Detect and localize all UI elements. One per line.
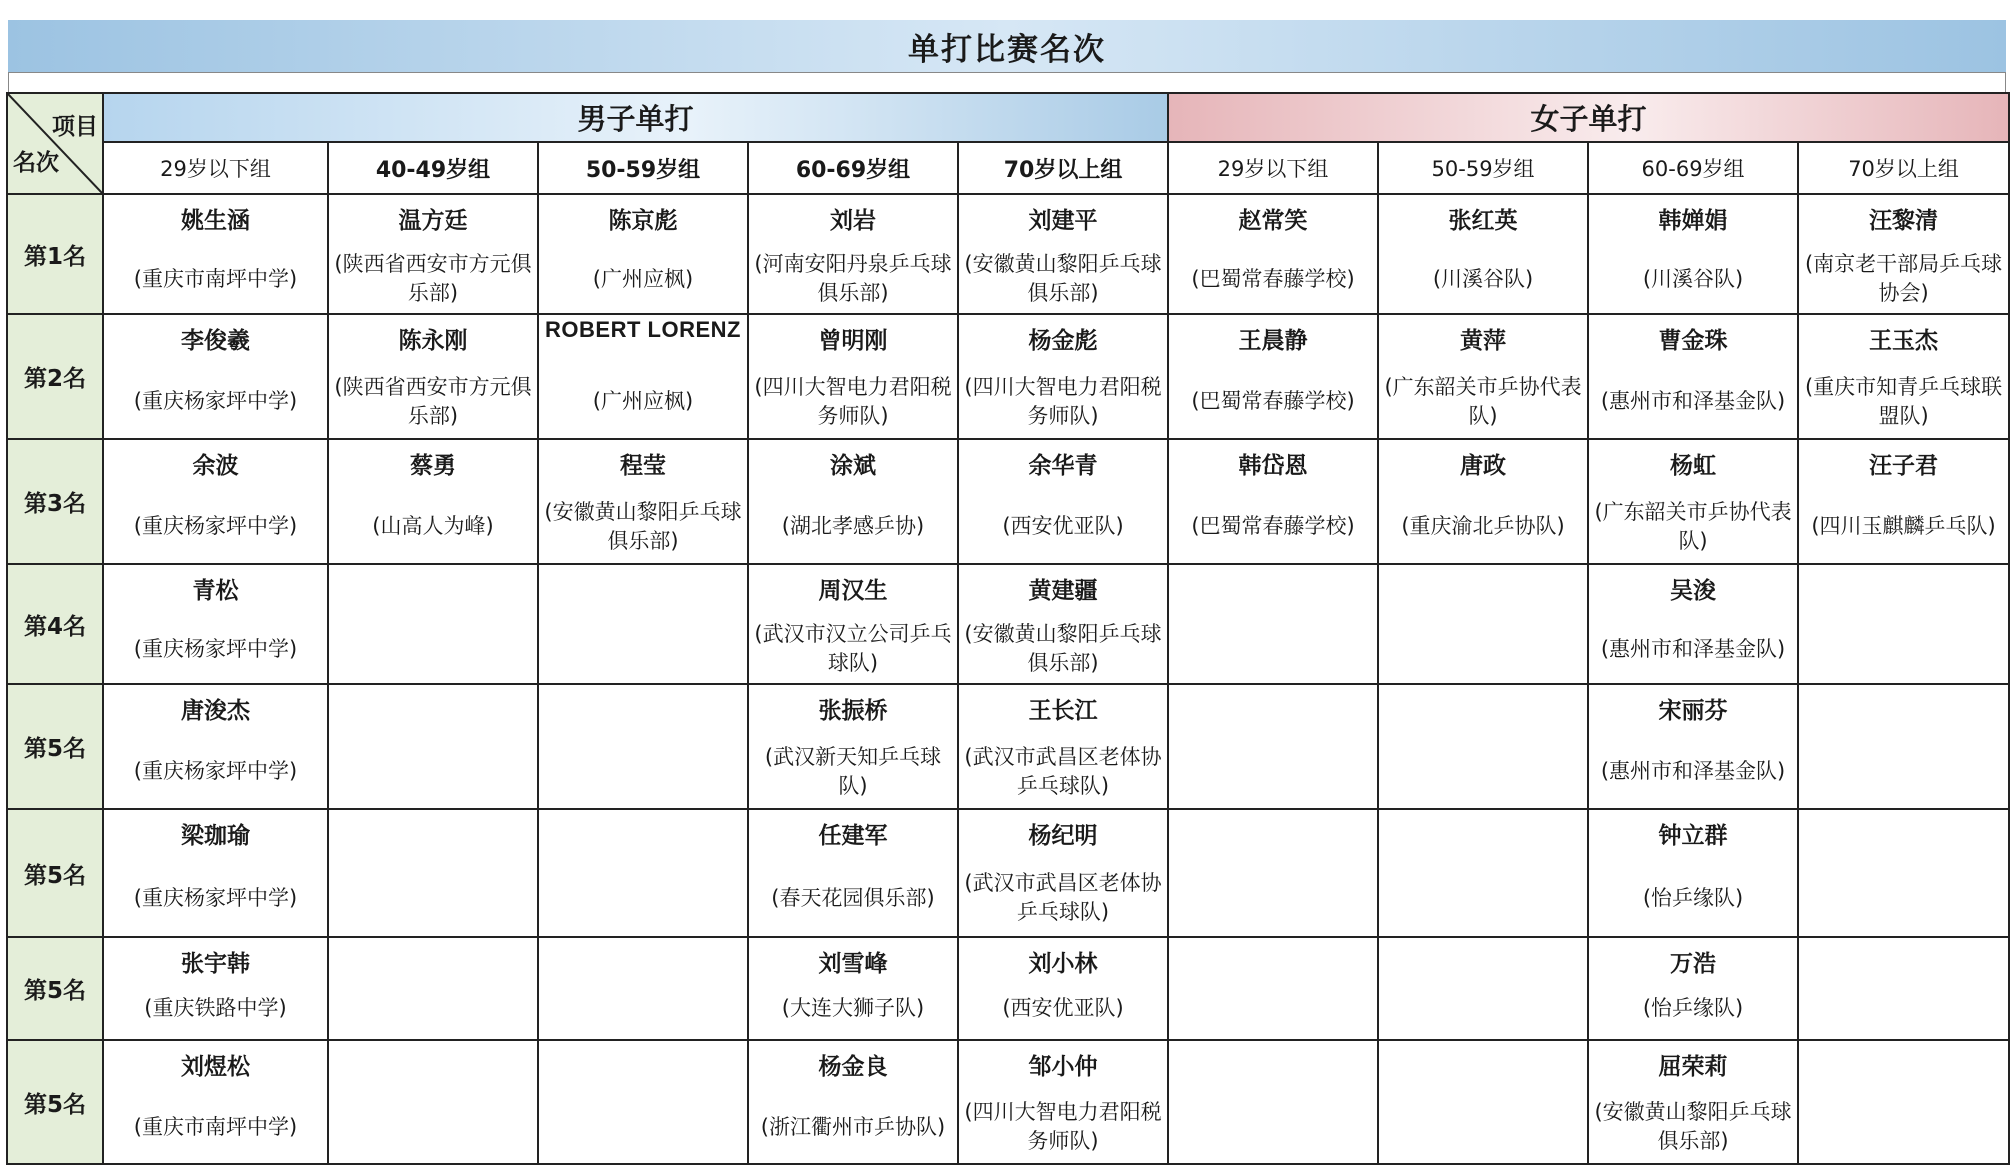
team-name	[1381, 1093, 1585, 1161]
player-name: 韩婵娟	[1658, 208, 1728, 234]
team-name: (武汉市武昌区老体协乒乓球队)	[964, 744, 1162, 798]
team-name: (重庆杨家坪中学)	[133, 514, 298, 538]
player-name: 周汉生	[818, 578, 888, 604]
player-name: 王长江	[1028, 698, 1098, 724]
team-name: (浙江衢州市乒协队)	[760, 1114, 946, 1139]
player-name: 李俊羲	[181, 328, 250, 354]
result-cell	[103, 809, 328, 937]
rank-label: 第5名	[7, 809, 103, 937]
team-name: (怡乒缘队)	[1642, 885, 1744, 910]
team-name: (重庆铁路中学)	[144, 996, 287, 1020]
team-name: (陕西省西安市方元俱乐部)	[334, 252, 532, 305]
age-group-women-1: 29岁以下组	[1168, 142, 1378, 194]
player-name: 韩岱恩	[1238, 453, 1308, 479]
player-name: 刘建平	[1028, 208, 1098, 234]
player-name: 邹小仲	[1028, 1054, 1098, 1080]
team-name	[541, 617, 745, 681]
ranking-table	[6, 92, 2010, 1165]
table-row	[7, 809, 2009, 937]
player-name: 张红英	[1448, 208, 1518, 234]
age-group-men-1: 29岁以下组	[103, 142, 328, 194]
team-name	[331, 1093, 535, 1161]
team-name	[1171, 617, 1375, 681]
result-cell	[1588, 564, 1798, 684]
team-name: (重庆杨家坪中学)	[133, 885, 298, 910]
player-name: 汪子君	[1869, 453, 1939, 479]
result-cell	[958, 937, 1168, 1040]
team-name	[1171, 737, 1375, 806]
result-cell	[1798, 194, 2009, 314]
team-name	[541, 980, 745, 1037]
result-cell	[103, 1040, 328, 1164]
group-women-singles: 女子单打	[1168, 93, 2009, 142]
rank-label: 第3名	[7, 439, 103, 564]
player-name: 黄建疆	[1028, 578, 1098, 604]
table-row	[7, 194, 2009, 314]
team-name: (川溪谷队)	[1642, 266, 1744, 291]
result-cell	[1588, 1040, 1798, 1164]
team-name: (西安优亚队)	[1002, 514, 1124, 538]
player-name: 黄萍	[1460, 328, 1507, 354]
player-name: 青松	[192, 578, 239, 604]
result-cell	[103, 194, 328, 314]
result-cell	[958, 314, 1168, 439]
team-name: (武汉新天知乒乓球队)	[764, 744, 942, 798]
player-name: 万浩	[1670, 951, 1717, 977]
result-cell	[538, 439, 748, 564]
player-name: 张振桥	[818, 698, 888, 724]
result-cell	[748, 194, 958, 314]
result-cell	[1378, 314, 1588, 439]
player-name: 刘岩	[830, 208, 876, 234]
player-name: 余波	[192, 453, 239, 479]
result-cell	[103, 564, 328, 684]
player-name: 曹金珠	[1658, 328, 1728, 354]
player-name: 张宇韩	[181, 951, 250, 977]
result-cell	[748, 564, 958, 684]
team-name	[331, 862, 535, 934]
rank-label: 第4名	[7, 564, 103, 684]
result-cell	[958, 564, 1168, 684]
result-cell	[1168, 809, 1378, 937]
corner-label-event: 项目	[52, 114, 98, 140]
result-cell	[1798, 1040, 2009, 1164]
team-name: (四川大智电力君阳税务师队)	[754, 374, 952, 428]
team-name	[331, 980, 535, 1037]
team-name: (武汉市武昌区老体协乒乓球队)	[964, 871, 1162, 924]
result-cell	[748, 439, 958, 564]
team-name	[331, 617, 535, 681]
table-row	[7, 314, 2009, 439]
result-cell	[328, 809, 538, 937]
player-name: 刘小林	[1028, 951, 1098, 977]
age-group-men-3: 50-59岁组	[538, 142, 748, 194]
result-cell	[1588, 937, 1798, 1040]
result-cell	[538, 1040, 748, 1164]
table-row	[7, 937, 2009, 1040]
rank-label: 第5名	[7, 937, 103, 1040]
team-name: (春天花园俱乐部)	[771, 885, 935, 910]
result-cell	[748, 684, 958, 809]
result-cell	[103, 937, 328, 1040]
age-group-row	[7, 142, 2009, 194]
player-name: 王玉杰	[1869, 328, 1939, 354]
result-cell	[538, 194, 748, 314]
result-cell	[958, 809, 1168, 937]
result-cell	[1378, 564, 1588, 684]
group-men-singles: 男子单打	[103, 93, 1168, 142]
result-cell	[1588, 314, 1798, 439]
team-name: (武汉市汉立公司乒乓球队)	[754, 622, 952, 675]
team-name: (安徽黄山黎阳乒乓球俱乐部)	[544, 499, 742, 553]
team-name: (重庆市南坪中学)	[133, 1114, 298, 1139]
team-name	[1171, 862, 1375, 934]
result-cell	[958, 439, 1168, 564]
team-name: (山高人为峰)	[372, 514, 494, 538]
result-cell	[1588, 194, 1798, 314]
team-name: (重庆杨家坪中学)	[133, 389, 298, 413]
player-name: 宋丽芬	[1658, 698, 1728, 724]
age-group-women-3: 60-69岁组	[1588, 142, 1798, 194]
result-cell	[748, 1040, 958, 1164]
result-cell	[538, 684, 748, 809]
team-name: (安徽黄山黎阳乒乓球俱乐部)	[1594, 1100, 1792, 1153]
team-name: (重庆渝北乒协队)	[1401, 514, 1565, 538]
result-cell	[1168, 564, 1378, 684]
table-row	[7, 439, 2009, 564]
player-name: 唐浚杰	[181, 698, 250, 724]
table-row	[7, 684, 2009, 809]
result-cell	[958, 684, 1168, 809]
result-cell	[538, 937, 748, 1040]
player-name: 程莹	[620, 453, 666, 479]
team-name: (重庆杨家坪中学)	[133, 759, 298, 783]
result-cell	[1798, 684, 2009, 809]
rank-label: 第5名	[7, 1040, 103, 1164]
result-cell	[538, 809, 748, 937]
player-name: 唐政	[1460, 453, 1507, 479]
team-name: (重庆杨家坪中学)	[133, 636, 298, 661]
result-cell	[103, 684, 328, 809]
result-cell	[958, 1040, 1168, 1164]
team-name: (广州应枫)	[592, 266, 694, 291]
team-name	[331, 737, 535, 806]
result-cell	[958, 194, 1168, 314]
player-name: 汪黎清	[1869, 208, 1939, 234]
team-name: (巴蜀常春藤学校)	[1191, 266, 1355, 291]
result-cell	[328, 684, 538, 809]
team-name	[1381, 980, 1585, 1037]
result-cell	[103, 439, 328, 564]
team-name: (惠州市和泽基金队)	[1600, 389, 1786, 413]
age-group-men-2: 40-49岁组	[328, 142, 538, 194]
age-group-men-5: 70岁以上组	[958, 142, 1168, 194]
player-name: 杨虹	[1670, 453, 1717, 479]
result-cell	[1378, 684, 1588, 809]
result-cell	[1798, 937, 2009, 1040]
team-name: (四川大智电力君阳税务师队)	[964, 374, 1162, 428]
title-spacer	[8, 72, 2006, 92]
result-cell	[1378, 937, 1588, 1040]
team-name: (广东韶关市乒协代表队)	[1594, 499, 1792, 553]
result-cell	[538, 314, 748, 439]
team-name: (安徽黄山黎阳乒乓球俱乐部)	[964, 252, 1162, 305]
team-name	[1381, 862, 1585, 934]
result-cell	[103, 314, 328, 439]
team-name: (重庆市南坪中学)	[133, 266, 298, 291]
player-name: 刘雪峰	[818, 951, 888, 977]
age-group-men-4: 60-69岁组	[748, 142, 958, 194]
team-name: (惠州市和泽基金队)	[1600, 759, 1786, 783]
rank-label: 第1名	[7, 194, 103, 314]
result-cell	[748, 937, 958, 1040]
team-name: (陕西省西安市方元俱乐部)	[334, 374, 532, 428]
result-cell	[328, 314, 538, 439]
result-cell	[328, 1040, 538, 1164]
team-name: (惠州市和泽基金队)	[1600, 636, 1786, 661]
group-header-row	[7, 93, 2009, 142]
result-cell	[1378, 1040, 1588, 1164]
player-name: 杨纪明	[1028, 823, 1098, 849]
age-group-women-4: 70岁以上组	[1798, 142, 2009, 194]
player-name: 陈京彪	[608, 208, 678, 234]
corner-label-rank: 名次	[13, 150, 59, 176]
team-name: (巴蜀常春藤学校)	[1191, 514, 1355, 538]
result-cell	[1378, 194, 1588, 314]
team-name	[1381, 617, 1585, 681]
page-title: 单打比赛名次	[8, 20, 2006, 72]
result-cell	[1168, 314, 1378, 439]
result-cell	[1588, 809, 1798, 937]
team-name	[1171, 1093, 1375, 1161]
result-cell	[1378, 809, 1588, 937]
result-cell	[328, 439, 538, 564]
result-cell	[1168, 194, 1378, 314]
player-name: 温方廷	[398, 208, 468, 234]
rank-label: 第5名	[7, 684, 103, 809]
result-cell	[1168, 1040, 1378, 1164]
result-cell	[1798, 564, 2009, 684]
team-name: (安徽黄山黎阳乒乓球俱乐部)	[964, 622, 1162, 675]
player-name: 姚生涵	[181, 208, 250, 234]
team-name: (重庆市知青乒乓球联盟队)	[1804, 374, 2003, 428]
player-name: 曾明刚	[818, 328, 888, 354]
player-name: 刘煜松	[181, 1054, 250, 1080]
player-name: 梁珈瑜	[181, 823, 250, 849]
result-cell	[1378, 439, 1588, 564]
player-name: 杨金彪	[1028, 328, 1098, 354]
team-name	[1801, 862, 2006, 934]
team-name	[1801, 1093, 2006, 1161]
age-group-women-2: 50-59岁组	[1378, 142, 1588, 194]
player-name: 陈永刚	[398, 328, 468, 354]
player-name: 赵常笑	[1238, 208, 1308, 234]
team-name: (巴蜀常春藤学校)	[1191, 389, 1355, 413]
team-name: (怡乒缘队)	[1642, 996, 1744, 1020]
team-name	[1381, 737, 1585, 806]
player-name: 涂斌	[830, 453, 876, 479]
result-cell	[1798, 314, 2009, 439]
player-name: 余华青	[1028, 453, 1098, 479]
rank-label: 第2名	[7, 314, 103, 439]
player-name: 吴浚	[1670, 578, 1717, 604]
result-cell	[748, 809, 958, 937]
result-cell	[328, 564, 538, 684]
team-name: (广州应枫)	[592, 389, 694, 413]
result-cell	[1168, 684, 1378, 809]
team-name: (川溪谷队)	[1432, 266, 1534, 291]
result-cell	[1798, 809, 2009, 937]
player-name: 钟立群	[1658, 823, 1728, 849]
result-cell	[1588, 439, 1798, 564]
result-cell	[328, 937, 538, 1040]
player-name: ROBERT LORENZ	[545, 317, 741, 342]
table-row	[7, 564, 2009, 684]
corner-header	[7, 93, 103, 194]
team-name	[541, 1093, 745, 1161]
result-cell	[1168, 439, 1378, 564]
team-name: (四川大智电力君阳税务师队)	[964, 1100, 1162, 1153]
team-name	[1801, 980, 2006, 1037]
team-name: (四川玉麒麟乒乓队)	[1811, 514, 1996, 538]
team-name	[1171, 980, 1375, 1037]
player-name: 王晨静	[1238, 328, 1308, 354]
table-row	[7, 1040, 2009, 1164]
team-name: (大连大狮子队)	[781, 996, 925, 1020]
team-name	[541, 862, 745, 934]
result-cell	[1168, 937, 1378, 1040]
result-cell	[748, 314, 958, 439]
player-name: 任建军	[818, 823, 888, 849]
team-name	[1801, 617, 2006, 681]
player-name: 杨金良	[818, 1054, 888, 1080]
result-cell	[328, 194, 538, 314]
team-name: (湖北孝感乒协)	[781, 514, 925, 538]
team-name: (南京老干部局乒乓球协会)	[1804, 252, 2003, 305]
team-name: (广东韶关市乒协代表队)	[1384, 374, 1582, 428]
team-name	[1801, 737, 2006, 806]
player-name: 屈荣莉	[1658, 1054, 1728, 1080]
result-cell	[1798, 439, 2009, 564]
team-name: (河南安阳丹泉乒乓球俱乐部)	[754, 252, 952, 305]
team-name: (西安优亚队)	[1002, 996, 1124, 1020]
result-cell	[538, 564, 748, 684]
team-name	[541, 737, 745, 806]
result-cell	[1588, 684, 1798, 809]
player-name: 蔡勇	[410, 453, 456, 479]
